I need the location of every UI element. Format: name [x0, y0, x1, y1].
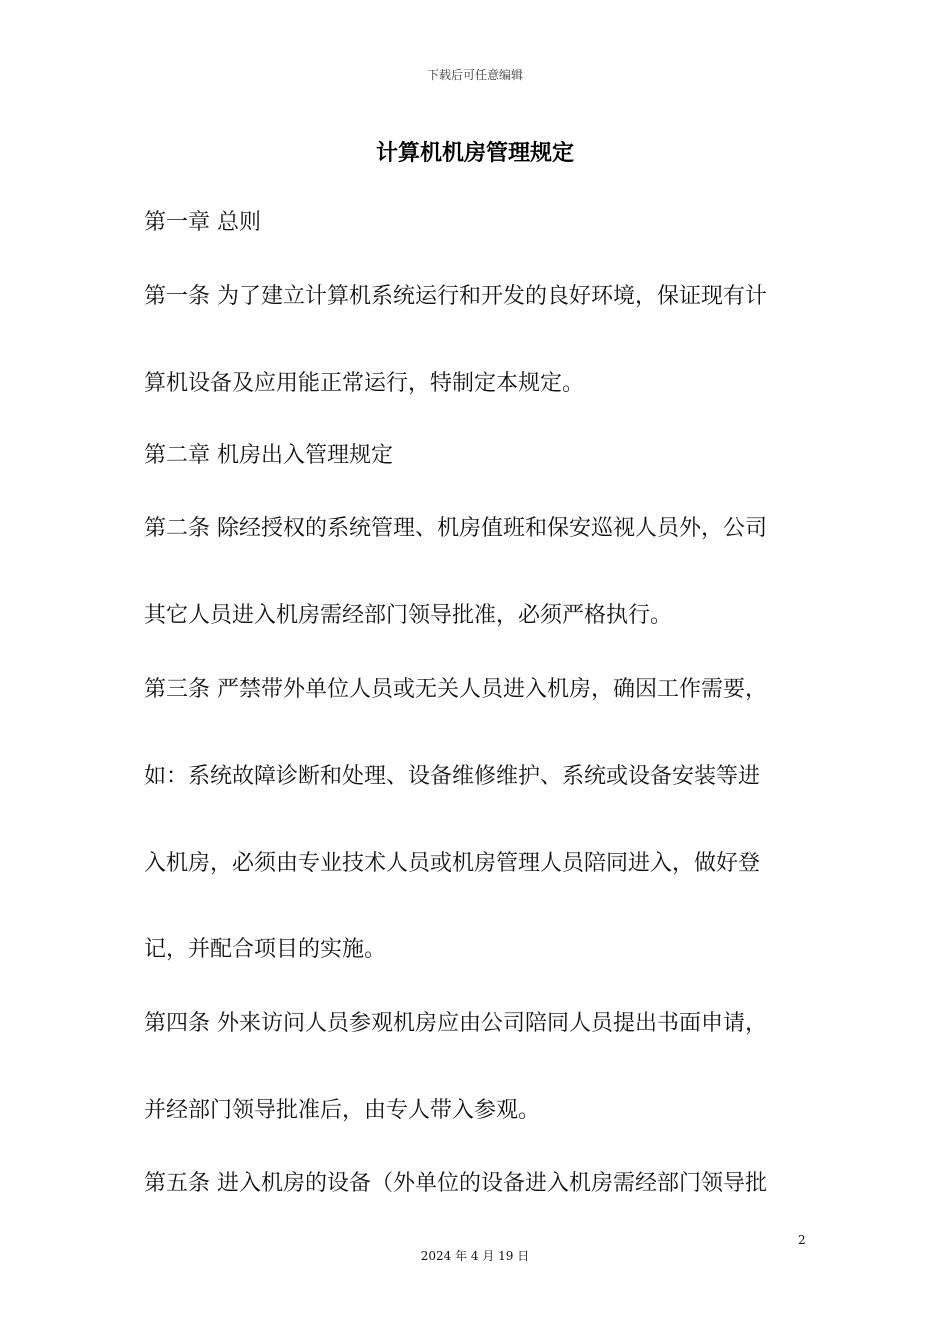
body-line: 第二条 除经授权的系统管理、机房值班和保安巡视人员外，公司	[144, 516, 767, 541]
document-title: 计算机机房管理规定	[375, 141, 574, 166]
body-line: 记，并配合项目的实施。	[144, 937, 387, 962]
body-line: 第五条 进入机房的设备（外单位的设备进入机房需经部门领导批	[144, 1171, 767, 1196]
body-line: 第一条 为了建立计算机系统运行和开发的良好环境，保证现有计	[144, 284, 767, 309]
body-line: 第一章 总则	[144, 210, 261, 235]
header-note: 下载后可任意编辑	[426, 68, 523, 82]
body-line: 第二章 机房出入管理规定	[144, 443, 393, 468]
body-line: 入机房，必须由专业技术人员或机房管理人员陪同进入，做好登	[144, 851, 761, 876]
body-line: 其它人员进入机房需经部门领导批准，必须严格执行。	[144, 603, 673, 628]
body-line: 如：系统故障诊断和处理、设备维修维护、系统或设备安装等进	[144, 764, 761, 789]
page-number: 2	[798, 1233, 806, 1247]
body-line: 算机设备及应用能正常运行，特制定本规定。	[144, 371, 585, 396]
footer-date: 2024 年 4 月 19 日	[420, 1249, 530, 1263]
body-line: 第三条 严禁带外单位人员或无关人员进入机房，确因工作需要，	[144, 677, 767, 702]
body-line: 第四条 外来访问人员参观机房应由公司陪同人员提出书面申请，	[144, 1011, 767, 1036]
body-line: 并经部门领导批准后，由专人带入参观。	[144, 1098, 541, 1123]
